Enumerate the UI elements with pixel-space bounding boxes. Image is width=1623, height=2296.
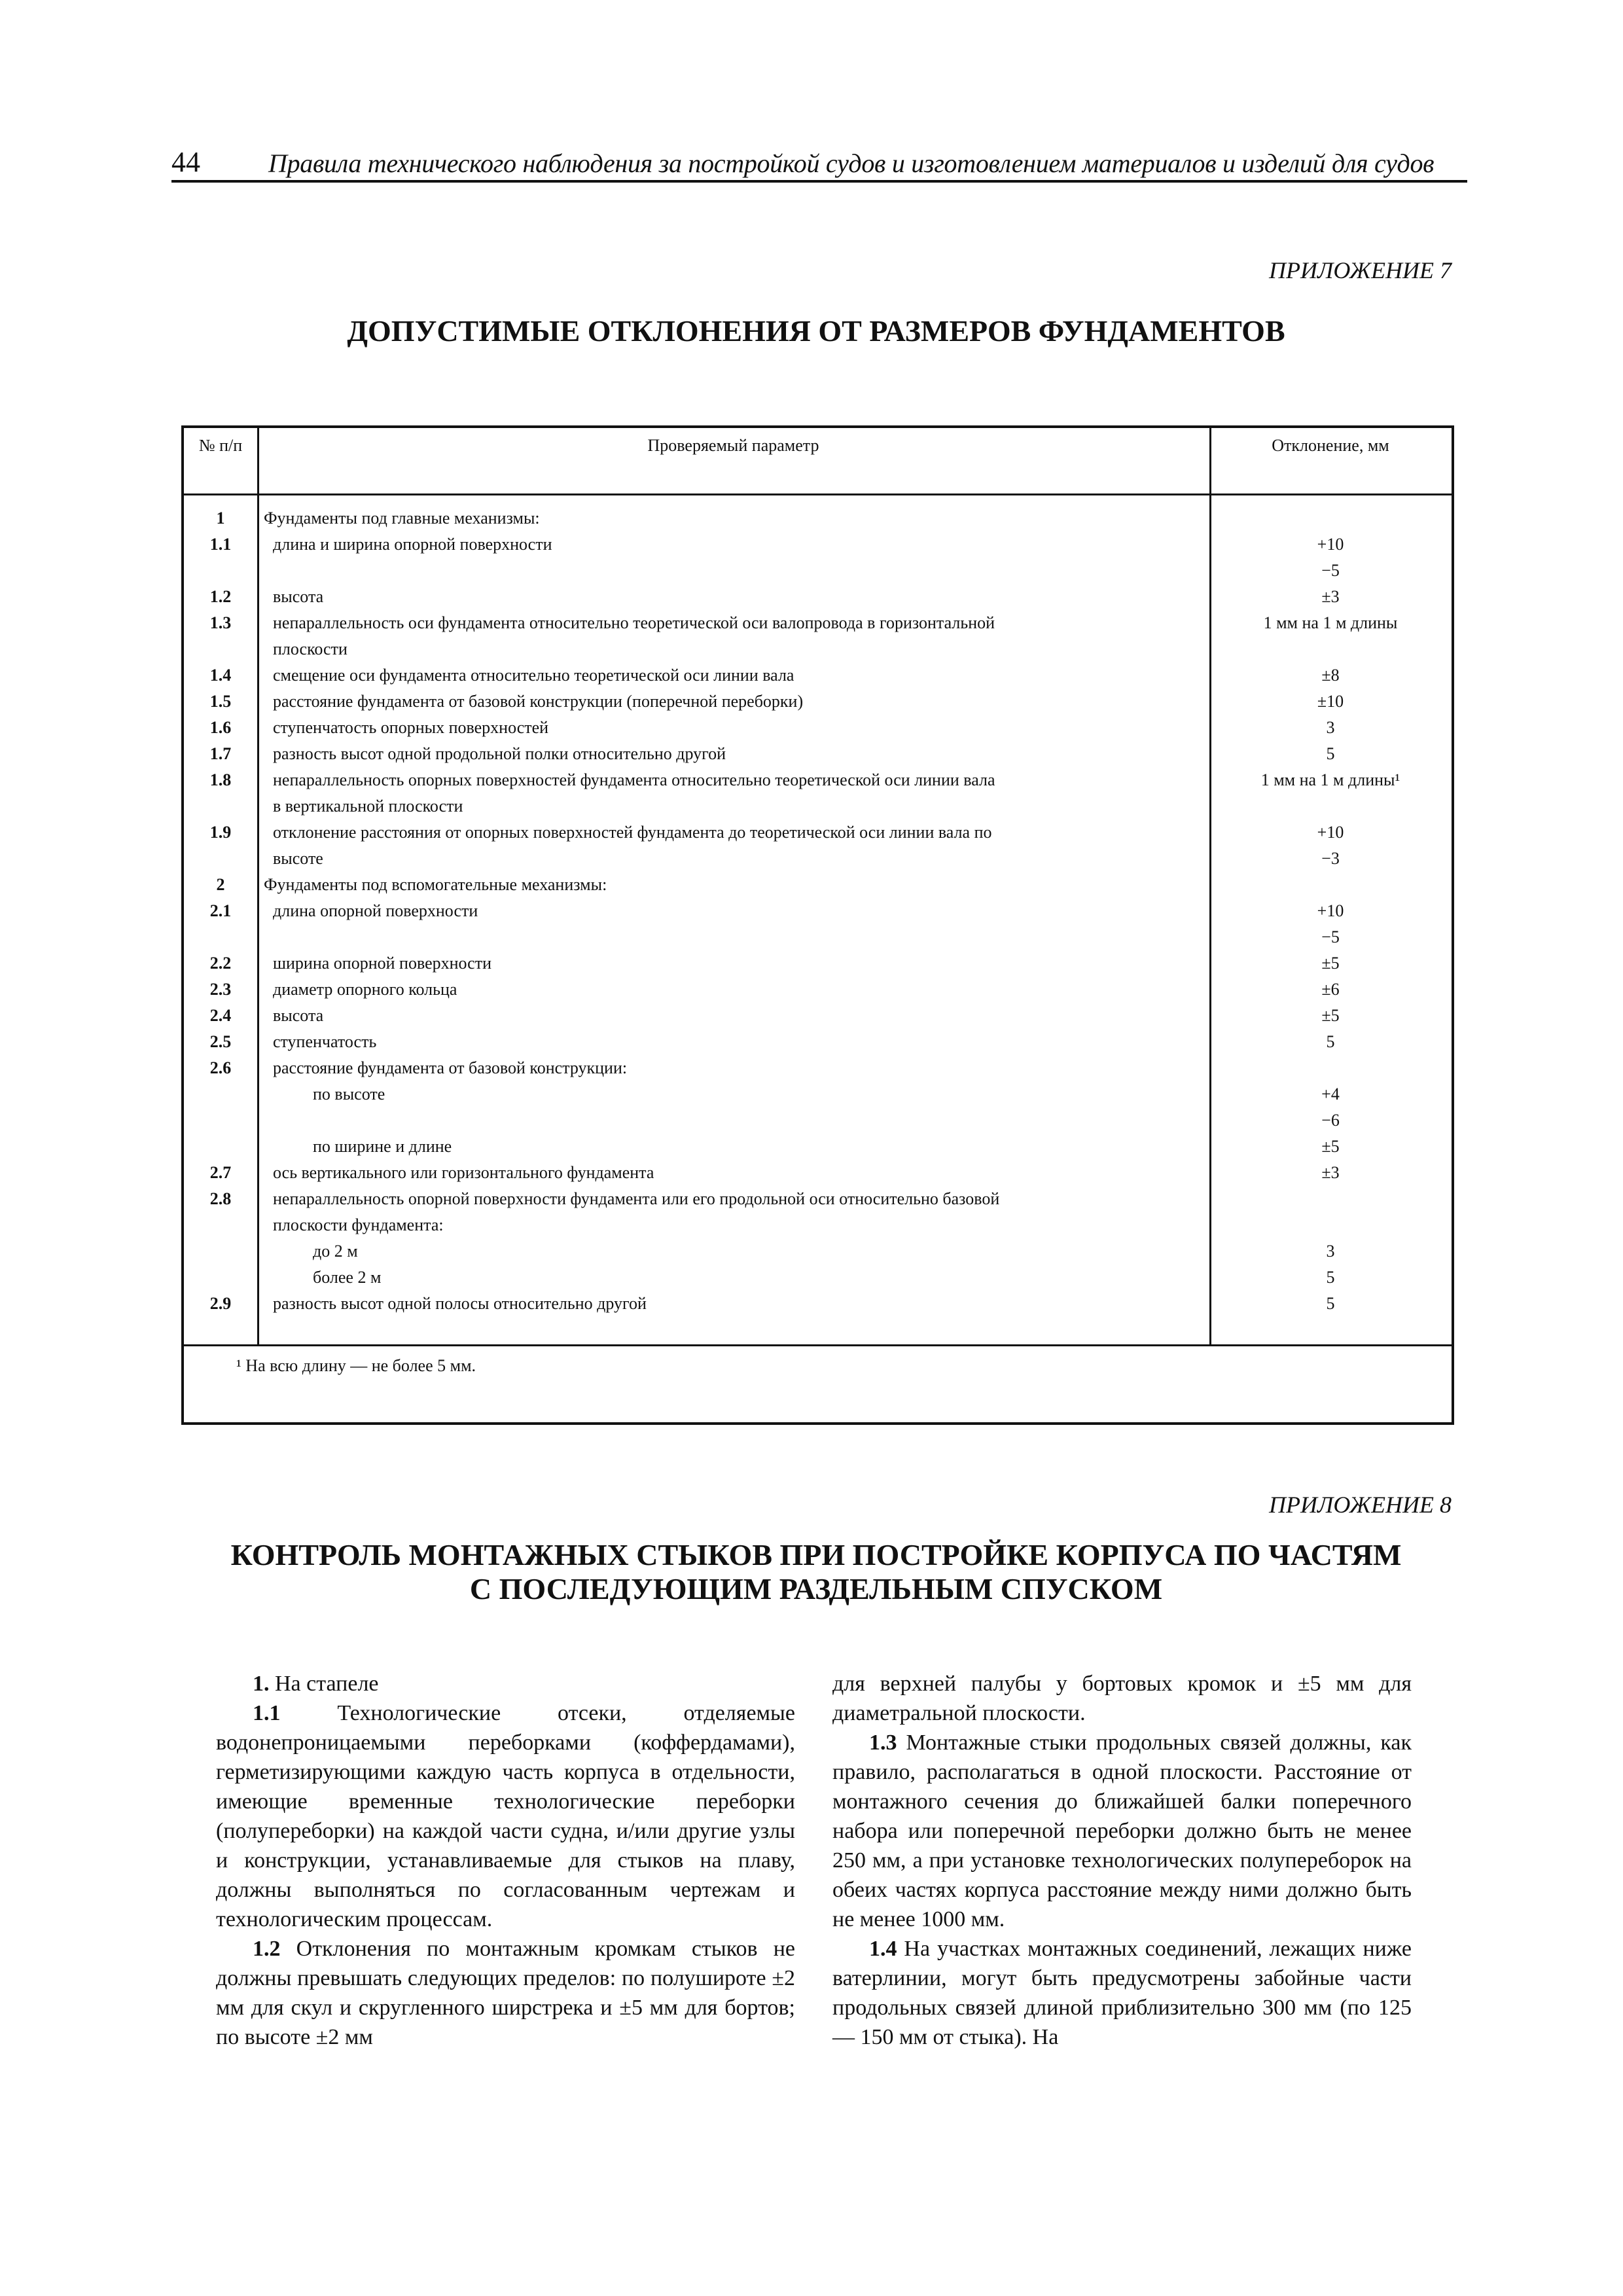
- row-deviation: ±5: [1321, 1137, 1340, 1156]
- paragraph-number: 1.: [253, 1672, 270, 1696]
- row-parameter: ось вертикального или горизонтального фундамента: [273, 1163, 654, 1182]
- table-row: [184, 977, 1452, 1003]
- row-parameter: отклонение расстояния от опорных поверхностей фундамента до теоретической оси линии вала по: [273, 823, 992, 842]
- row-number: 1.8: [209, 770, 232, 789]
- row-parameter: Фундаменты под вспомогательные механизмы:: [264, 875, 607, 894]
- table-row: [184, 819, 1452, 846]
- appendix-8-label: ПРИЛОЖЕНИЕ 8: [1269, 1492, 1452, 1518]
- row-number: [184, 1212, 257, 1238]
- paragraph: [216, 1669, 795, 1698]
- row-number: 2.3: [209, 980, 232, 999]
- row-parameter: до 2 м: [313, 1242, 358, 1261]
- row-number: 2.2: [209, 954, 232, 973]
- row-deviation: [1209, 636, 1452, 662]
- row-number: [184, 636, 257, 662]
- row-parameter: расстояние фундамента от базовой конструкции (поперечной переборки): [273, 692, 804, 711]
- row-number: 2.6: [209, 1058, 232, 1077]
- table-row: [184, 1186, 1452, 1212]
- row-deviation: 5: [1326, 1032, 1335, 1051]
- row-deviation: +4: [1321, 1085, 1340, 1103]
- appendix-7-title: ДОПУСТИМЫЕ ОТКЛОНЕНИЯ ОТ РАЗМЕРОВ ФУНДАМЕНТОВ: [347, 314, 1285, 348]
- row-number: [184, 1238, 257, 1265]
- paragraph-number: 1.3: [869, 1731, 897, 1755]
- row-parameter: разность высот одной продольной полки относительно другой: [273, 744, 726, 763]
- paragraph: [216, 1698, 795, 1934]
- row-deviation: ±10: [1317, 692, 1344, 711]
- paragraph-text: На участках монтажных соединений, лежащих ниже ватерлинии, могут быть предусмотрены забойные части продольных связей длиной приблизительно 300 мм (по 125 — 150 мм от стыка). На: [832, 1937, 1412, 2049]
- row-number: [184, 793, 257, 819]
- row-number: 2.8: [209, 1189, 232, 1208]
- row-parameter: смещение оси фундамента относительно теоретической оси линии вала: [273, 666, 794, 685]
- table-row: [184, 662, 1452, 689]
- row-deviation: 1 мм на 1 м длины: [1263, 613, 1398, 632]
- row-deviation: [1209, 1212, 1452, 1238]
- row-parameter: Фундаменты под главные механизмы:: [264, 509, 540, 528]
- table-row: [184, 1081, 1452, 1107]
- row-deviation: ±5: [1321, 954, 1340, 973]
- row-parameter: длина и ширина опорной поверхности: [273, 535, 552, 554]
- row-deviation: 5: [1326, 744, 1335, 763]
- row-parameter: более 2 м: [313, 1268, 382, 1287]
- table-row: [184, 950, 1452, 977]
- row-parameter: по ширине и длине: [313, 1137, 452, 1156]
- row-parameter: в вертикальной плоскости: [273, 797, 463, 816]
- row-parameter: [257, 924, 1209, 950]
- row-number: 1.7: [209, 744, 232, 763]
- paragraph-text: Отклонения по монтажным кромкам стыков не должны превышать следующих пределов: по полушироте ±2 мм для скул и скругленного ширстрека и ±5 мм для бортов; по высоте ±2 мм: [216, 1937, 795, 2049]
- table-row: [184, 610, 1452, 636]
- row-number: [184, 846, 257, 872]
- row-deviation: [1209, 1186, 1452, 1212]
- row-number: [184, 1134, 257, 1160]
- row-number: 1.6: [209, 718, 232, 737]
- paragraph-text: для верхней палубы у бортовых кромок и ±5 мм для диаметральной плоскости.: [832, 1672, 1412, 1725]
- row-deviation: 5: [1326, 1268, 1335, 1287]
- paragraph-text: На стапеле: [269, 1672, 379, 1696]
- paragraph-number: 1.4: [869, 1937, 897, 1961]
- table-row: [184, 558, 1452, 584]
- header-deviation: Отклонение, мм: [1272, 436, 1389, 455]
- row-parameter: плоскости: [273, 639, 348, 658]
- row-number: 2.5: [209, 1032, 232, 1051]
- table-row: [184, 689, 1452, 715]
- table-row: [184, 584, 1452, 610]
- row-deviation: 1 мм на 1 м длины¹: [1260, 770, 1400, 789]
- row-parameter: [257, 558, 1209, 584]
- table-row: [184, 924, 1452, 950]
- table-row: [184, 1134, 1452, 1160]
- page-number: 44: [171, 146, 200, 178]
- row-parameter: непараллельность опорной поверхности фундамента или его продольной оси относительно базовой: [273, 1189, 1000, 1208]
- row-deviation: ±6: [1321, 980, 1340, 999]
- header-num: № п/п: [198, 436, 243, 455]
- row-number: [184, 1081, 257, 1107]
- table-row: [184, 793, 1452, 819]
- table-row: [184, 1029, 1452, 1055]
- row-parameter: расстояние фундамента от базовой конструкции:: [273, 1058, 628, 1077]
- header-param: Проверяемый параметр: [647, 436, 819, 455]
- row-parameter: высоте: [273, 849, 323, 868]
- appendix-7-label: ПРИЛОЖЕНИЕ 7: [1269, 257, 1452, 283]
- table-row: [184, 1238, 1452, 1265]
- row-number: 1.4: [209, 666, 232, 685]
- row-number: [184, 1107, 257, 1134]
- appendix-8-title-line1: КОНТРОЛЬ МОНТАЖНЫХ СТЫКОВ ПРИ ПОСТРОЙКЕ КОРПУСА ПО ЧАСТЯМ: [230, 1538, 1402, 1571]
- row-parameter: плоскости фундамента:: [273, 1215, 444, 1234]
- paragraph: [832, 1669, 1412, 1728]
- row-deviation: 3: [1326, 1242, 1335, 1261]
- header-divider: [184, 493, 1452, 495]
- table-row: [184, 715, 1452, 741]
- row-number: [184, 924, 257, 950]
- row-number: 2.1: [209, 901, 232, 920]
- row-parameter: ступенчатость: [273, 1032, 377, 1051]
- paragraph-text: Монтажные стыки продольных связей должны, как правило, располагаться в одной плоскости. Расстояние от монтажного сечения до ближайшей балки поперечного набора или поперечной переборки должно быть не менее 250 мм, а при установке технологических полупереборок на обеих частях корпуса расстояние между ними должно быть не менее 1000 мм.: [832, 1731, 1412, 1931]
- table-row: [184, 1291, 1452, 1317]
- footnote-divider: [184, 1344, 1452, 1346]
- table-row: [184, 1107, 1452, 1134]
- deviations-table: [181, 425, 1454, 1425]
- row-deviation: −6: [1321, 1111, 1340, 1130]
- row-deviation: +10: [1317, 901, 1344, 920]
- row-number: 1.2: [209, 587, 232, 606]
- left-column: [216, 1669, 795, 2052]
- table-row: [184, 1160, 1452, 1186]
- table-row: [184, 1212, 1452, 1238]
- table-footnote: ¹ На всю длину — не более 5 мм.: [236, 1356, 476, 1375]
- row-parameter: непараллельность оси фундамента относительно теоретической оси валопровода в горизонтальной: [273, 613, 995, 632]
- row-parameter: ступенчатость опорных поверхностей: [273, 718, 549, 737]
- appendix-8-title-line2: С ПОСЛЕДУЮЩИМ РАЗДЕЛЬНЫМ СПУСКОМ: [469, 1572, 1163, 1605]
- row-number: 1.3: [209, 613, 232, 632]
- paragraph: [832, 1934, 1412, 2052]
- row-number: 1.5: [209, 692, 232, 711]
- row-number: 2: [216, 875, 225, 894]
- row-deviation: ±3: [1321, 1163, 1340, 1182]
- row-number: [184, 558, 257, 584]
- row-deviation: [1209, 505, 1452, 531]
- table-row: [184, 767, 1452, 793]
- row-number: 1.9: [209, 823, 232, 842]
- row-parameter: высота: [273, 1006, 324, 1025]
- running-title: Правила технического наблюдения за постройкой судов и изготовлением материалов и изделий для судов: [268, 149, 1435, 178]
- row-number: 2.7: [209, 1163, 232, 1182]
- table-row: [184, 1055, 1452, 1081]
- right-column: [832, 1669, 1412, 2052]
- row-parameter: диаметр опорного кольца: [273, 980, 457, 999]
- row-number: 2.9: [209, 1294, 232, 1313]
- row-deviation: [1209, 872, 1452, 898]
- paragraph-number: 1.1: [253, 1701, 281, 1725]
- row-deviation: [1209, 1055, 1452, 1081]
- paragraph: [832, 1728, 1412, 1934]
- row-deviation: −5: [1321, 561, 1340, 580]
- row-deviation: [1209, 793, 1452, 819]
- row-parameter: [257, 1107, 1209, 1134]
- row-deviation: +10: [1317, 823, 1344, 842]
- row-parameter: ширина опорной поверхности: [273, 954, 492, 973]
- row-number: [184, 1265, 257, 1291]
- row-parameter: по высоте: [313, 1085, 385, 1103]
- table-row: [184, 636, 1452, 662]
- table-row: [184, 846, 1452, 872]
- row-parameter: высота: [273, 587, 324, 606]
- row-deviation: 3: [1326, 718, 1335, 737]
- paragraph-number: 1.2: [253, 1937, 281, 1961]
- table-row: [184, 741, 1452, 767]
- paragraph: [216, 1934, 795, 2052]
- row-parameter: длина опорной поверхности: [273, 901, 478, 920]
- row-number: 1.1: [209, 535, 232, 554]
- row-number: 1: [216, 509, 225, 528]
- table-row: [184, 1003, 1452, 1029]
- row-deviation: −5: [1321, 927, 1340, 946]
- table-row: [184, 505, 1452, 531]
- appendix-8-title: [171, 1538, 1461, 1606]
- table-row: [184, 872, 1452, 898]
- table-row: [184, 898, 1452, 924]
- row-number: 2.4: [209, 1006, 232, 1025]
- row-parameter: непараллельность опорных поверхностей фундамента относительно теоретической оси линии вала: [273, 770, 995, 789]
- row-deviation: ±5: [1321, 1006, 1340, 1025]
- row-deviation: ±3: [1321, 587, 1340, 606]
- table-row: [184, 531, 1452, 558]
- paragraph-text: Технологические отсеки, отделяемые водонепроницаемыми переборками (коффердамами), герметизирующими каждую часть корпуса в отдельности, имеющие временные технологические переборки (полупереборки) на каждой части судна, и/или другие узлы и конструкции, устанавливаемые для стыков на плаву, должны выполняться по согласованным чертежам и технологическим процессам.: [216, 1701, 795, 1931]
- row-parameter: разность высот одной полосы относительно другой: [273, 1294, 647, 1313]
- header-rule: [171, 180, 1467, 183]
- row-deviation: +10: [1317, 535, 1344, 554]
- table-row: [184, 1265, 1452, 1291]
- row-deviation: ±8: [1321, 666, 1340, 685]
- row-deviation: −3: [1321, 849, 1340, 868]
- row-deviation: 5: [1326, 1294, 1335, 1313]
- table-body: [184, 505, 1452, 1317]
